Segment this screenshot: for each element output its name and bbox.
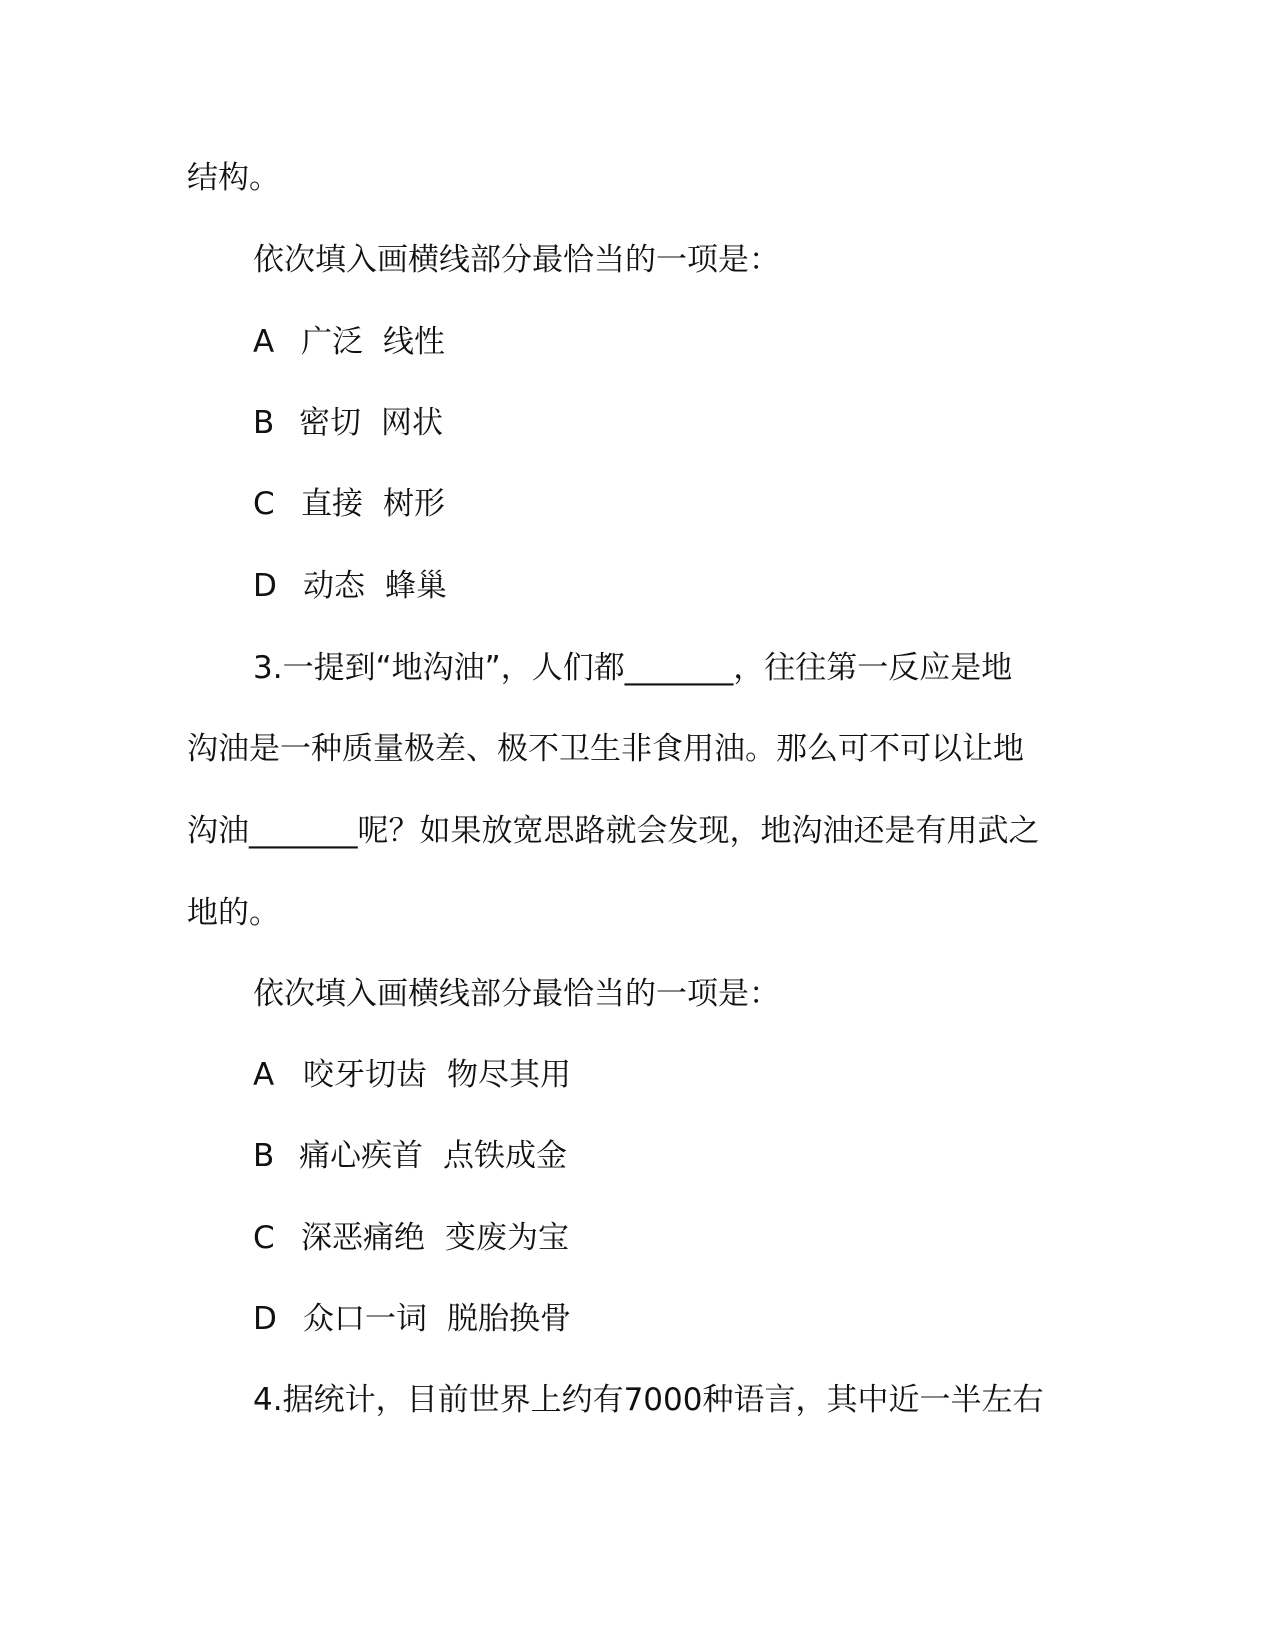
option-first-word: 深恶痛绝 [301, 1220, 425, 1256]
option-a [253, 322, 445, 362]
question-4-line-1: 4.据统计，目前世界上约有7000种语言，其中近一半左右 [253, 1382, 1044, 1418]
option-a [253, 1055, 571, 1095]
option-c [253, 484, 445, 524]
option-first-word: 广泛 [301, 324, 363, 360]
option-letter: C [253, 1220, 275, 1256]
option-letter: D [253, 1301, 277, 1337]
option-second-word: 脱胎换骨 [447, 1301, 571, 1337]
option-letter: B [253, 1138, 275, 1174]
option-first-word: 动态 [303, 568, 365, 604]
option-first-word: 直接 [301, 486, 363, 522]
option-second-word: 网状 [381, 405, 443, 441]
option-letter: C [253, 486, 275, 522]
option-second-word: 物尽其用 [447, 1057, 571, 1093]
option-b [253, 1136, 567, 1176]
option-first-word: 众口一词 [303, 1301, 427, 1337]
question-prompt: 依次填入画横线部分最恰当的一项是： [253, 242, 780, 278]
option-second-word: 线性 [383, 324, 445, 360]
option-second-word: 树形 [383, 486, 445, 522]
option-second-word: 蜂巢 [385, 568, 447, 604]
option-first-word: 痛心疾首 [299, 1138, 423, 1174]
option-first-word: 咬牙切齿 [303, 1057, 427, 1093]
option-d [253, 566, 447, 606]
option-letter: A [253, 324, 275, 360]
option-letter: D [253, 568, 277, 604]
option-d [253, 1299, 571, 1339]
option-first-word: 密切 [299, 405, 361, 441]
option-letter: A [253, 1057, 275, 1093]
question-3-line-2: 沟油是一种质量极差、极不卫生非食用油。那么可不可以让地 [187, 731, 1024, 767]
option-c [253, 1218, 569, 1258]
question-3-line-1: 3.一提到“地沟油”，人们都_______，往往第一反应是地 [253, 650, 1013, 686]
option-letter: B [253, 405, 275, 441]
question-3-line-4: 地的。 [187, 895, 280, 931]
paragraph-continuation: 结构。 [187, 160, 280, 196]
option-b [253, 403, 443, 443]
option-second-word: 点铁成金 [443, 1138, 567, 1174]
question-prompt: 依次填入画横线部分最恰当的一项是： [253, 976, 780, 1012]
question-3-line-3: 沟油_______呢？如果放宽思路就会发现，地沟油还是有用武之 [187, 813, 1040, 849]
option-second-word: 变废为宝 [445, 1220, 569, 1256]
